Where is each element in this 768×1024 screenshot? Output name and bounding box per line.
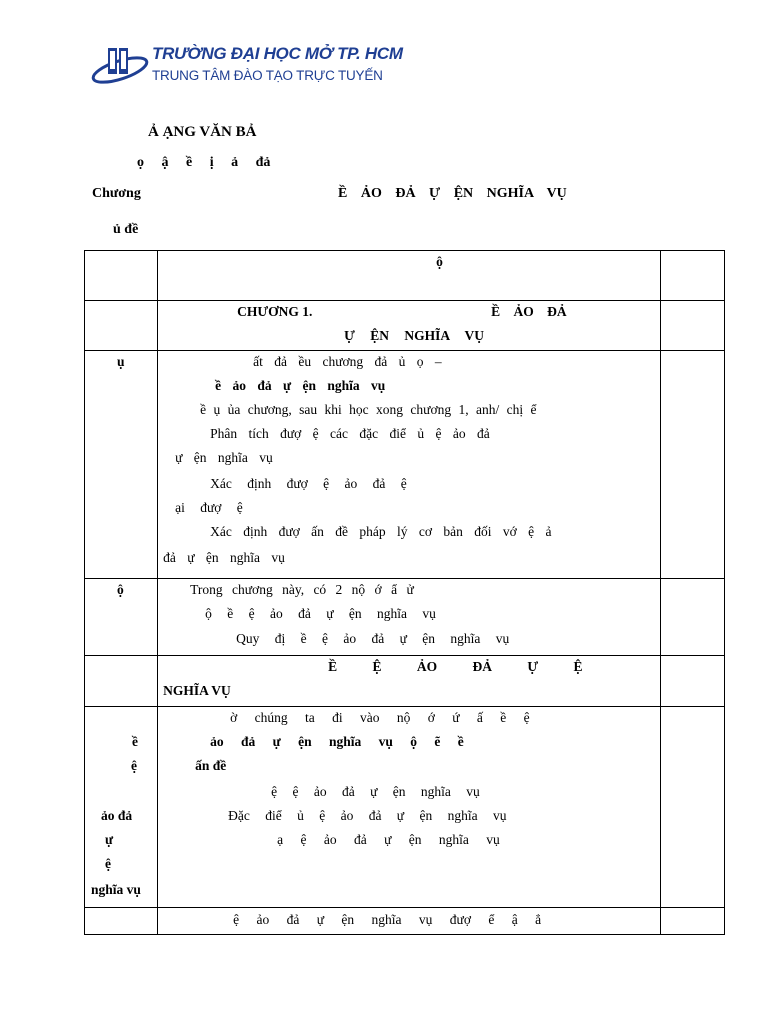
table-cell <box>85 351 158 579</box>
table-cell <box>158 251 661 301</box>
table-cell <box>85 301 158 351</box>
text-line: ạ ệ ảo đả ự ện nghĩa vụ <box>277 832 500 847</box>
table-row <box>85 251 725 301</box>
section-heading: Ề Ệ ẢO ĐẢ Ự Ệ <box>328 659 583 674</box>
row-label-line: ệ <box>131 758 137 773</box>
row-label-line: ề <box>132 734 138 749</box>
text-line: ấn đề <box>195 758 227 773</box>
text-line: Xác định đượ ấn đề pháp lý cơ bản đối vớ ệ ả <box>210 524 552 539</box>
content-table <box>84 250 725 935</box>
chapter-label: Chương <box>92 186 141 201</box>
table-cell <box>85 908 158 935</box>
table-row <box>85 908 725 935</box>
text-line: Xác định đượ ệ ảo đả ệ <box>210 476 407 491</box>
row-label-line: ảo đả <box>101 808 133 823</box>
text-line: Phân tích đượ ệ các đặc điể ủ ệ ảo đả <box>210 426 490 441</box>
text-line: ề ảo đả ự ện nghĩa vụ <box>215 378 386 393</box>
table-cell <box>85 251 158 301</box>
row-label-line: ệ <box>105 856 111 871</box>
topic-label: ủ đề <box>113 222 139 237</box>
table-cell <box>85 707 158 908</box>
chapter-title: Ề ẢO ĐẢ Ự ỆN NGHĨA VỤ <box>338 186 567 201</box>
row-label-line: ự <box>105 832 114 847</box>
logo-center-name: TRUNG TÂM ĐÀO TẠO TRỰC TUYẾN <box>152 68 383 83</box>
table-row <box>85 579 725 656</box>
table-cell <box>158 707 661 908</box>
table-row <box>85 301 725 351</box>
text-line: ộ ề ệ ảo đả ự ện nghĩa vụ <box>205 606 436 621</box>
text-line: ại đượ ệ <box>175 500 243 515</box>
book-swoosh-logo-icon <box>90 40 152 90</box>
row-label-content: ộ <box>117 582 124 597</box>
table-cell <box>158 908 661 935</box>
table-row <box>85 351 725 579</box>
text-line: ự ện nghĩa vụ <box>175 450 273 465</box>
logo-university-name: TRƯỜNG ĐẠI HỌC MỞ TP. HCM <box>152 44 403 63</box>
text-line: ề ụ ủa chương, sau khi học xong chương 1, anh/ chị ể <box>200 402 537 417</box>
text-line: Quy đị ề ệ ảo đả ự ện nghĩa vụ <box>236 631 510 646</box>
text-line: ệ ảo đả ự ện nghĩa vụ đượ ể ậ ẳ <box>233 912 542 927</box>
table-cell <box>660 351 724 579</box>
chapter-heading-part: Ề ẢO ĐẢ <box>491 304 567 319</box>
text-line: ệ ệ ảo đả ự ện nghĩa vụ <box>271 784 480 799</box>
table-cell <box>660 908 724 935</box>
chapter-heading-line2: Ự ỆN NGHĨA VỤ <box>344 328 484 343</box>
center-logo <box>90 40 403 90</box>
row-label-line: nghĩa vụ <box>91 882 141 897</box>
table-row <box>85 707 725 908</box>
table-cell <box>660 579 724 656</box>
text-line: Trong chương này, có 2 nộ ớ ẩ ử <box>190 582 414 597</box>
table-cell <box>158 301 661 351</box>
section-heading-line2: NGHĨA VỤ <box>163 683 231 698</box>
table-cell <box>158 351 661 579</box>
document-title: Ả ẠNG VĂN BẢ <box>148 124 257 140</box>
table-cell <box>660 251 724 301</box>
chapter-number: CHƯƠNG 1. <box>237 304 313 319</box>
content-heading: ộ <box>436 254 443 269</box>
text-line: đả ự ện nghĩa vụ <box>163 550 285 565</box>
table-cell <box>85 656 158 707</box>
table-cell <box>660 656 724 707</box>
text-line: Đặc điể ủ ệ ảo đả ự ện nghĩa vụ <box>228 808 507 823</box>
row-label-objectives: ụ <box>117 354 125 369</box>
table-row <box>85 656 725 707</box>
text-line: ảo đả ự ện nghĩa vụ ộ ẽ ề <box>210 734 464 749</box>
table-cell <box>158 579 661 656</box>
document-subtitle: ọ ậ ề ị ả đả <box>137 155 271 170</box>
table-cell <box>660 707 724 908</box>
table-cell <box>158 656 661 707</box>
text-line: ất đả ều chương đả ủ ọ – <box>253 354 442 369</box>
text-line: ờ chúng ta đi vào nộ ớ ứ ấ ề ệ <box>230 710 530 725</box>
table-cell <box>660 301 724 351</box>
table-cell <box>85 579 158 656</box>
